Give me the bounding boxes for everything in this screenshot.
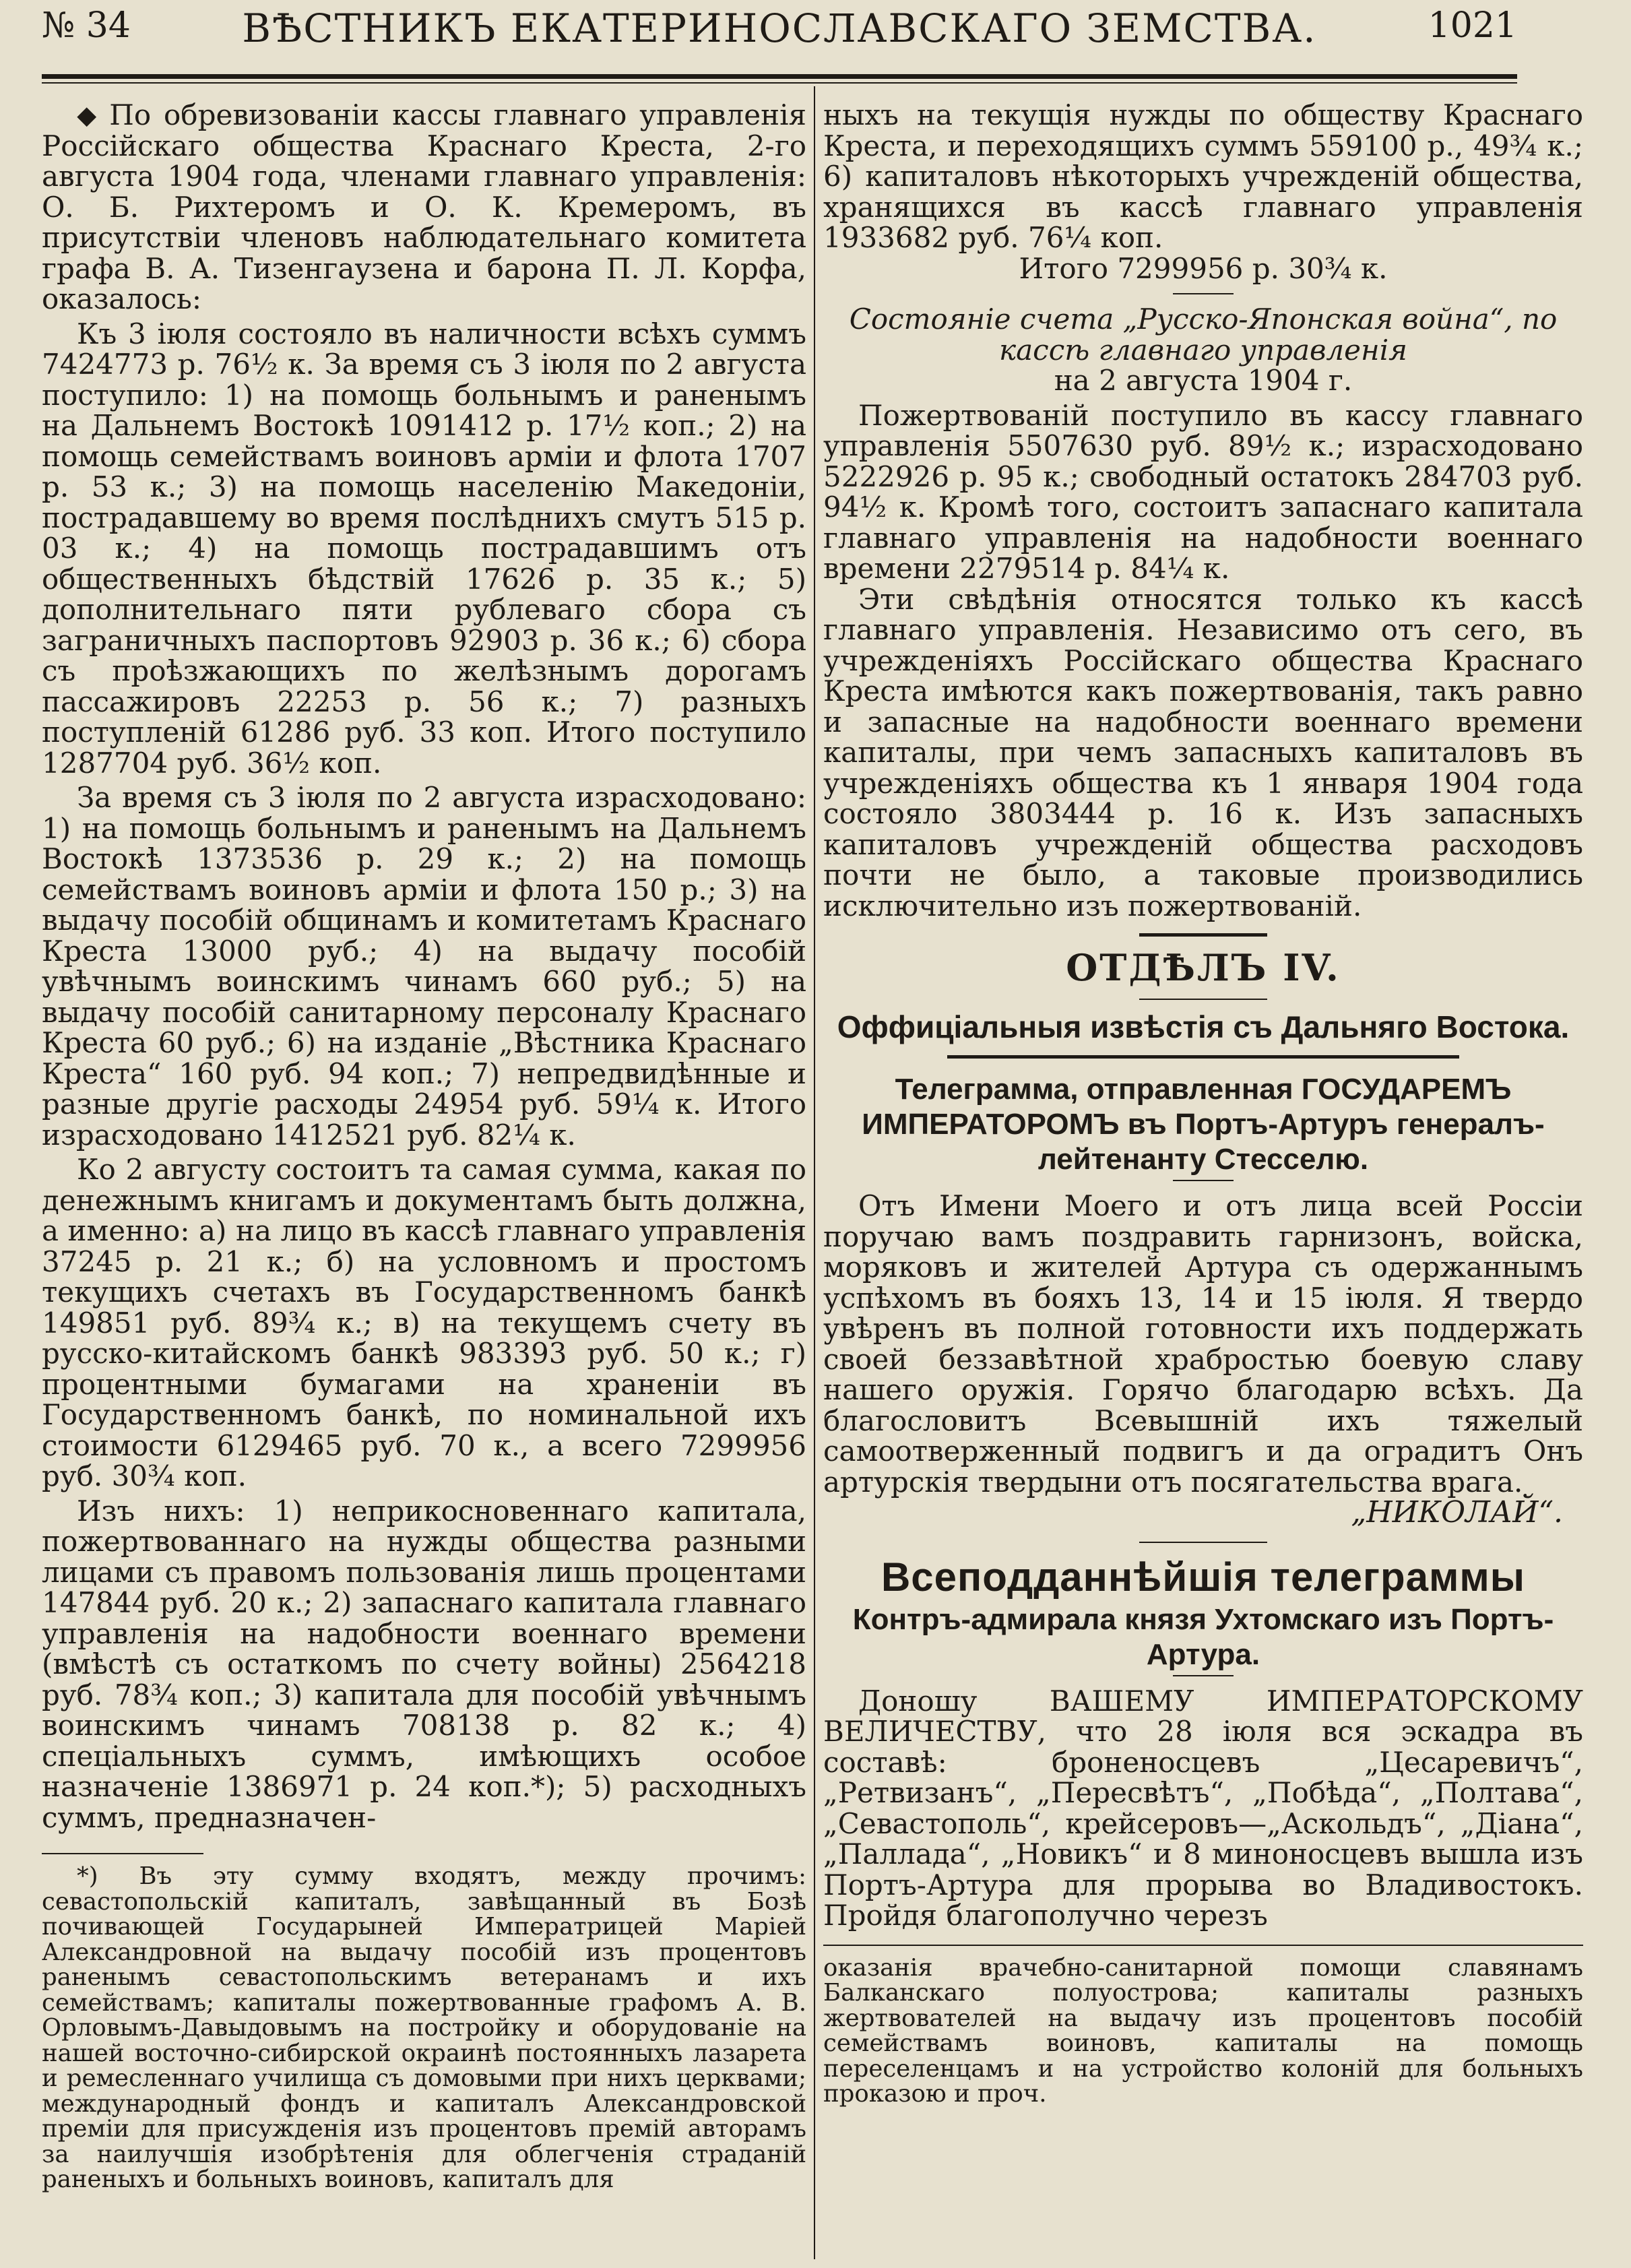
war-account-date: на 2 августа 1904 г. xyxy=(1054,364,1353,397)
right-column xyxy=(823,100,1583,2107)
receipts-paragraph: Къ 3 іюля состояло въ наличности всѣхъ суммъ 7424773 р. 76½ к. За время съ 3 іюля по 2 августа поступило: 1) на помощь больнымъ и раненымъ на Дальнемъ Востокѣ 1091412 р. 17½ коп.; 2) на помощь семействамъ воиновъ арміи и флота 1707 р. 53 к.; 3) на помощь населенію Македоніи, пострадавшему во время послѣднихъ смутъ 515 р. 03 к.; 4) на помощь пострадавшимъ отъ общественныхъ бѣдствій 17626 р. 35 к.; 5) дополнительнаго пяти рублеваго сбора съ заграничныхъ паспортовъ 92903 р. 36 к.; 6) сбора съ проѣзжающихъ по желѣзнымъ дорогамъ пассажировъ 22253 р. 56 к.; 7) разныхъ поступленій 61286 руб. 33 коп. Итого поступило 1287704 руб. 36½ коп. xyxy=(42,317,806,780)
header-rule-thin xyxy=(42,82,1517,84)
telegram-report-text: Доношу ВАШЕМУ ИМПЕРАТОРСКОМУ ВЕЛИЧЕСТВУ, что 28 іюля вся эскадра въ составѣ: броненосцевъ „Цесаревичъ“, „Ретвизанъ“, „Пересвѣтъ“, „Побѣда“, „Полтава“, „Севастополь“, крейсеровъ—„Аскольдъ“, „Діана“, „Паллада“, „Новикъ“ и 8 миноносцевъ вышла изъ Портъ-Артура для прорыва во Владивостокъ. Пройдя благополучно черезъ xyxy=(823,1684,1583,1932)
war-account-paragraph: Пожертвованій поступило въ кассу главнаго управленія 5507630 руб. 89½ к.; израсходовано 5222926 р. 95 к.; свободный остатокъ 284703 руб. 94½ к. Кромѣ того, состоитъ запаснаго капитала главнаго управленія на надобности военнаго времени 2279514 р. 84¼ к. xyxy=(823,398,1583,585)
section-title: ОТДѢЛЪ IV. xyxy=(1066,946,1341,989)
telegrams-subheading: Контръ-адмирала князя Ухтомскаго изъ Портъ-Артура. xyxy=(852,1602,1554,1671)
war-account-title: Состояніе счета „Русско-Японская война“, по кассѣ главнаго управленія xyxy=(849,303,1558,367)
capital-breakdown-paragraph: Изъ нихъ: 1) неприкосновеннаго капитала, пожертвованнаго на нужды общества разными лицами съ правомъ пользованія лишь процентами 147844 руб. 20 к.; 2) запаснаго капитала главнаго управленія на надобности военнаго времени (вмѣстѣ съ остаткомъ по счету войны) 2564218 руб. 78¾ коп.; 3) капитала для пособій увѣчнымъ воинскимъ чинамъ 708138 р. 82 к.; 4) спеціальныхъ суммъ, имѣющихъ особое назначеніе 1386971 р. 24 коп.*); 5) расходныхъ суммъ, предназначен- xyxy=(42,1494,806,1834)
page-number: 1021 xyxy=(1428,5,1517,46)
separator xyxy=(1173,293,1234,294)
telegram-signature: „НИКОЛАЙ“. xyxy=(1351,1495,1563,1530)
separator xyxy=(1173,1675,1234,1676)
telegrams-heading: Всеподданнѣйшія телеграммы xyxy=(881,1554,1526,1600)
section-separator-lower xyxy=(1139,999,1267,1000)
capital-total: Итого 7299956 р. 30¾ к. xyxy=(1019,251,1388,285)
subtitle-rule xyxy=(947,1055,1459,1059)
footnote: *) Въ эту сумму входятъ, между прочимъ: севастопольскій капиталъ, завѣщанный въ Бозѣ почивающей Государыней Императрицей Маріей Александровной на выдачу пособій изъ процентовъ раненымъ севастопольскимъ ветеранамъ и ихъ семействамъ; капиталы пожертвованные графомъ А. В. Орловымъ-Давыдовымъ на постройку и оборудованіе на нашей восточно-сибирской окраинѣ постоянныхъ лазарета и ремесленнаго училища съ домовыми при нихъ церквами; международный фондъ и капиталъ Александровской преміи для присужденія изъ процентовъ премій авторамъ за наилучшія изобрѣтенія для облегченія страданій раненыхъ и больныхъ воиновъ, капиталъ для xyxy=(42,1862,806,2193)
audit-intro-paragraph: ⬥ По обревизованіи кассы главнаго управленія Россійскаго общества Краснаго Креста, 2-го августа 1904 года, членами главнаго управленія: О. Б. Рихтеромъ и О. К. Кремеромъ, въ присутствіи членовъ наблюдательнаго комитета графа В. А. Тизенгаузена и барона П. Л. Корфа, оказалось: xyxy=(42,98,806,315)
footnote-rule xyxy=(823,1945,1583,1946)
telegram-title: Телеграмма, отправленная ГОСУДАРЕМЪ ИМПЕРАТОРОМЪ въ Портъ-Артуръ генералъ-лейтенанту Стесселю. xyxy=(862,1073,1545,1176)
capital-continuation-paragraph: ныхъ на текущія нужды по обществу Краснаго Креста, и переходящихъ суммъ 559100 р., 49¾ к.; 6) капиталовъ нѣкоторыхъ учрежденій общества, хранящихся въ кассѣ главнаго управленія 1933682 руб. 76¼ коп. xyxy=(823,98,1583,254)
footnote-rule xyxy=(42,1853,203,1854)
section-subtitle: Оффиціальныя извѣстія съ Дальняго Востока. xyxy=(837,1009,1570,1044)
left-column xyxy=(42,100,806,2193)
expenses-paragraph: За время съ 3 іюля по 2 августа израсходовано: 1) на помощь больнымъ и раненымъ на Дальнемъ Востокѣ 1373536 р. 29 к.; 2) на помощь семействамъ воиновъ арміи и флота 150 р.; 3) на выдачу пособій общинамъ и комитетамъ Краснаго Креста 13000 руб.; 4) на выдачу пособій увѣчнымъ воинскимъ чинамъ 660 руб.; 5) на выдачу пособій санитарному персоналу Краснаго Креста 60 руб.; 6) на изданіе „Вѣстника Краснаго Креста“ 160 руб. 94 коп.; 7) непредвидѣнные и разные другіе расходы 24954 руб. 59¼ к. Итого израсходовано 1412521 руб. 82¼ к. xyxy=(42,781,806,1152)
section-separator xyxy=(1139,933,1267,937)
separator xyxy=(1139,1542,1267,1543)
issue-number: № 34 xyxy=(42,5,131,46)
journal-title: ВѢСТНИКЪ ЕКАТЕРИНОСЛАВСКАГО ЗЕМСТВА. xyxy=(242,5,1317,51)
page-header xyxy=(42,5,1517,54)
telegram-text: Отъ Имени Моего и отъ лица всей Россіи поручаю вамъ поздравить гарнизонъ, войска, моряковъ и жителей Артура съ одержаннымъ успѣхомъ въ бояхъ 13, 14 и 15 іюля. Я твердо увѣренъ въ полной готовности ихъ поддержать своей беззавѣтной храбростью боевую славу нашего оружія. Горячо благодарю всѣхъ. Да благословитъ Всевышній ихъ тяжелый самоотверженный подвигъ и да оградитъ Онъ артурскія твердыни отъ посягательства врага. xyxy=(823,1189,1583,1499)
institutions-paragraph: Эти свѣдѣнія относятся только къ кассѣ главнаго управленія. Независимо отъ сего, въ учрежденіяхъ Россійскаго общества Краснаго Креста имѣются какъ пожертвованія, такъ равно и запасные на надобности военнаго времени капиталы, при чемъ запасныхъ капиталовъ въ учрежденіяхъ общества къ 1 января 1904 года состояло 3803444 р. 16 к. Изъ запасныхъ капиталовъ учрежденій общества расходовъ почти не было, а таковые производились исключительно изъ пожертвованій. xyxy=(823,582,1583,922)
balance-paragraph: Ко 2 августу состоитъ та самая сумма, какая по денежнымъ книгамъ и документамъ быть должна, а именно: а) на лицо въ кассѣ главнаго управленія 37245 р. 21 к.; б) на условномъ и простомъ текущихъ счетахъ въ Государственномъ банкѣ 149851 руб. 89¾ к.; в) на текущемъ счету въ русско-китайскомъ банкѣ 983393 руб. 50 к.; г) процентными бумагами на храненіи въ Государственномъ банкѣ, по номинальной ихъ стоимости 6129465 руб. 70 к., а всего 7299956 руб. 30¾ коп. xyxy=(42,1153,806,1492)
column-divider xyxy=(814,86,815,2259)
footnote-continuation: оказанія врачебно-санитарной помощи славянамъ Балканскаго полуострова; капиталы разныхъ жертвователей на выдачу изъ процентовъ пособій семействамъ воиновъ, капиталы на помощь переселенцамъ и на устройство колоній для больныхъ проказою и проч. xyxy=(823,1953,1583,2108)
separator xyxy=(1173,1180,1234,1181)
header-rule xyxy=(42,74,1517,79)
